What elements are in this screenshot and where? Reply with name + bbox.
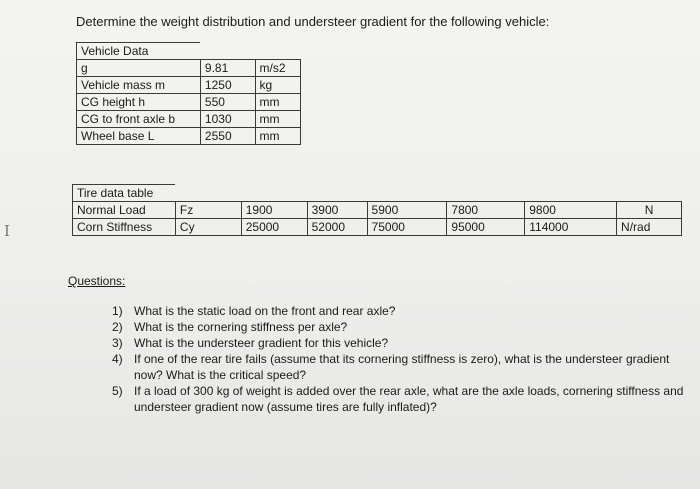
tire-data-symbol: Cy [175,219,241,236]
question-text: What is the cornering stiffness per axle? [134,320,348,334]
list-item [112,335,692,351]
tire-data-unit: N [617,202,682,219]
question-text: What is the static load on the front and rear axle? [134,304,396,318]
vehicle-data-unit: m/s2 [255,60,300,77]
list-item [112,383,692,415]
vehicle-data-value: 1030 [200,111,255,128]
vehicle-data-table [76,42,301,145]
tire-data-label: Corn Stiffness [73,219,176,236]
tire-data-unit: N/rad [617,219,682,236]
tire-data-label: Normal Load [73,202,176,219]
vehicle-data-header: Vehicle Data [77,43,201,60]
table-row [77,94,301,111]
question-text: If one of the rear tire fails (assume that its cornering stiffness is zero), what is the understeer gradient now? What is the critical speed? [134,352,670,382]
vehicle-data-unit: mm [255,94,300,111]
table-row [77,111,301,128]
vehicle-data-value: 9.81 [200,60,255,77]
vehicle-data-label: Vehicle mass m [77,77,201,94]
problem-title: Determine the weight distribution and understeer gradient for the following vehicle: [76,14,550,29]
question-number: 5) [112,384,123,398]
vehicle-data-value: 1250 [200,77,255,94]
tire-data-value: 1900 [241,202,307,219]
table-row [77,60,301,77]
vehicle-data-unit: mm [255,111,300,128]
list-item [112,303,692,319]
vehicle-data-label: CG to front axle b [77,111,201,128]
tire-data-value: 9800 [525,202,617,219]
questions-list [112,303,692,415]
table-row [73,202,682,219]
table-row [73,219,682,236]
list-item [112,319,692,335]
question-number: 1) [112,304,123,318]
text-cursor-icon: I [4,222,10,240]
tire-data-value: 95000 [447,219,525,236]
questions-heading: Questions: [68,274,126,288]
tire-data-value: 7800 [447,202,525,219]
tire-data-value: 5900 [367,202,447,219]
question-number: 4) [112,352,123,366]
vehicle-data-header-row [77,43,301,60]
tire-data-header-row [73,185,682,202]
tire-data-value: 114000 [525,219,617,236]
tire-data-header: Tire data table [73,185,176,202]
vehicle-data-unit: kg [255,77,300,94]
vehicle-data-value: 2550 [200,128,255,145]
vehicle-data-label: Wheel base L [77,128,201,145]
table-row [77,77,301,94]
table-row [77,128,301,145]
tire-data-value: 52000 [307,219,367,236]
vehicle-data-label: g [77,60,201,77]
vehicle-data-label: CG height h [77,94,201,111]
tire-data-value: 75000 [367,219,447,236]
question-text: What is the understeer gradient for this vehicle? [134,336,389,350]
tire-data-value: 25000 [241,219,307,236]
question-number: 2) [112,320,123,334]
vehicle-data-unit: mm [255,128,300,145]
vehicle-data-value: 550 [200,94,255,111]
question-number: 3) [112,336,123,350]
list-item [112,351,692,383]
tire-data-symbol: Fz [175,202,241,219]
tire-data-table [72,184,682,236]
tire-data-value: 3900 [307,202,367,219]
question-text: If a load of 300 kg of weight is added over the rear axle, what are the axle loads, cornering stiffness and understeer gradient now (assume tires are fully inflated)? [134,384,684,414]
